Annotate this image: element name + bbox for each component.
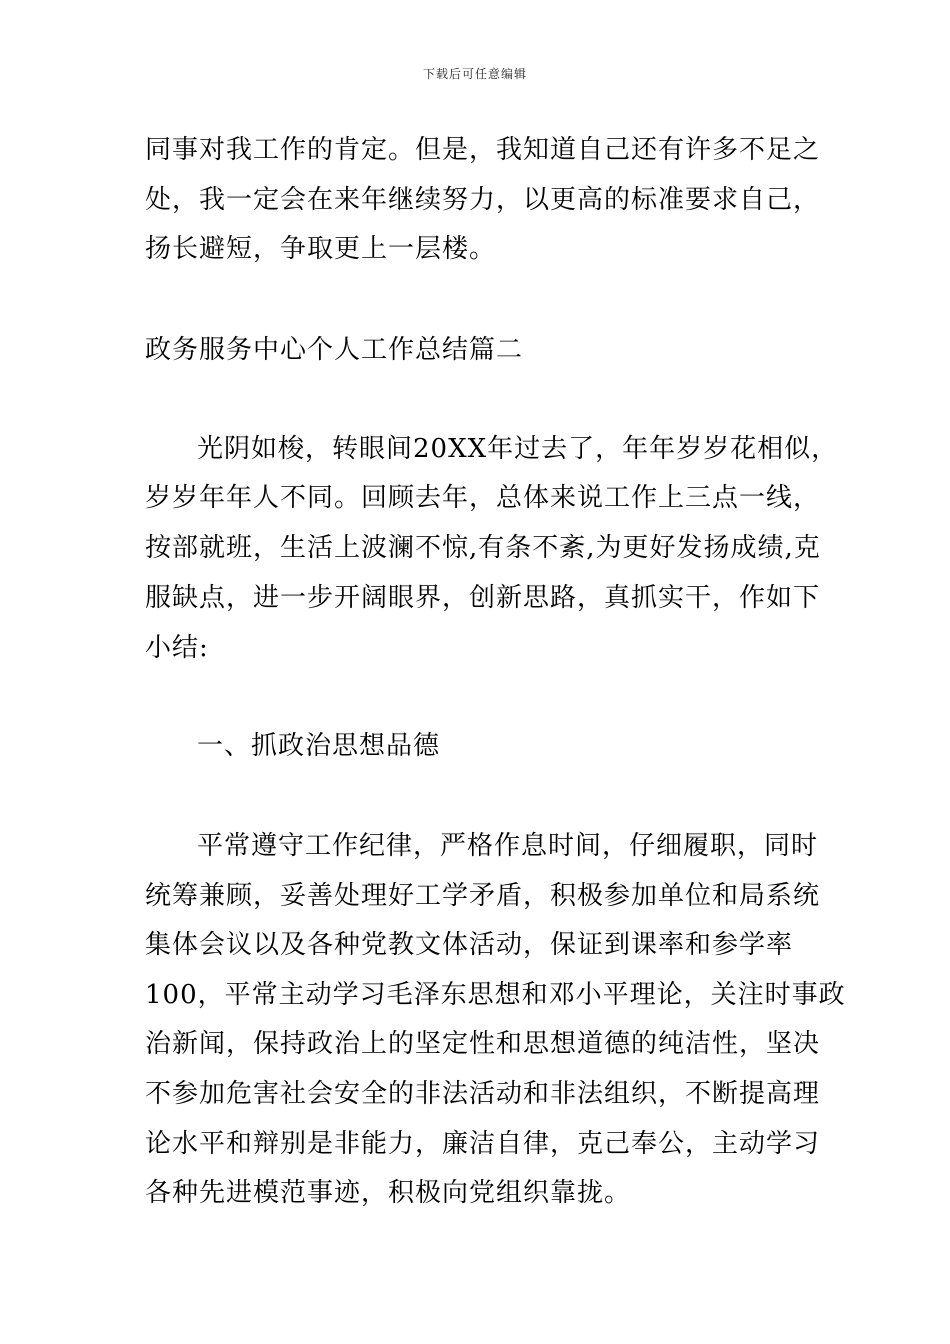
body-line: 小结: <box>145 633 209 663</box>
body-line: 同事对我工作的肯定。但是，我知道自己还有许多不足之 <box>145 135 821 165</box>
body-line: 岁岁年年人不同。回顾去年，总体来说工作上三点一线， <box>145 483 821 513</box>
page-header: 下载后可任意编辑 <box>422 67 527 81</box>
body-line: 扬长避短，争取更上一层楼。 <box>145 234 497 264</box>
body-line: 光阴如梭，转眼间20XX年过去了，年年岁岁花相似， <box>197 434 839 464</box>
subsection-heading: 一、抓政治思想品德 <box>197 731 441 761</box>
section-title: 政务服务中心个人工作总结篇二 <box>145 335 524 365</box>
body-line: 各种先进模范事迹，积极向党组织靠拢。 <box>145 1178 632 1208</box>
body-line: 按部就班，生活上波澜不惊,有条不紊,为更好发扬成绩,克 <box>145 533 821 563</box>
body-line: 不参加危害社会安全的非法活动和非法组织，不断提高理 <box>145 1079 821 1109</box>
body-line: 统筹兼顾，妥善处理好工学矛盾，积极参加单位和局系统 <box>145 881 821 911</box>
body-line: 服缺点，进一步开阔眼界，创新思路，真抓实干，作如下 <box>145 583 821 613</box>
body-line: 集体会议以及各种党教文体活动，保证到课率和参学率 <box>145 930 794 960</box>
body-line: 处，我一定会在来年继续努力，以更高的标准要求自己， <box>145 185 821 215</box>
body-line: 论水平和辩别是非能力，廉洁自律，克己奉公，主动学习 <box>145 1129 821 1159</box>
body-line: 治新闻，保持政治上的坚定性和思想道德的纯洁性，坚决 <box>145 1029 821 1059</box>
body-line: 100，平常主动学习毛泽东思想和邓小平理论，关注时事政 <box>145 980 846 1010</box>
body-line: 平常遵守工作纪律，严格作息时间，仔细履职，同时 <box>197 831 819 861</box>
